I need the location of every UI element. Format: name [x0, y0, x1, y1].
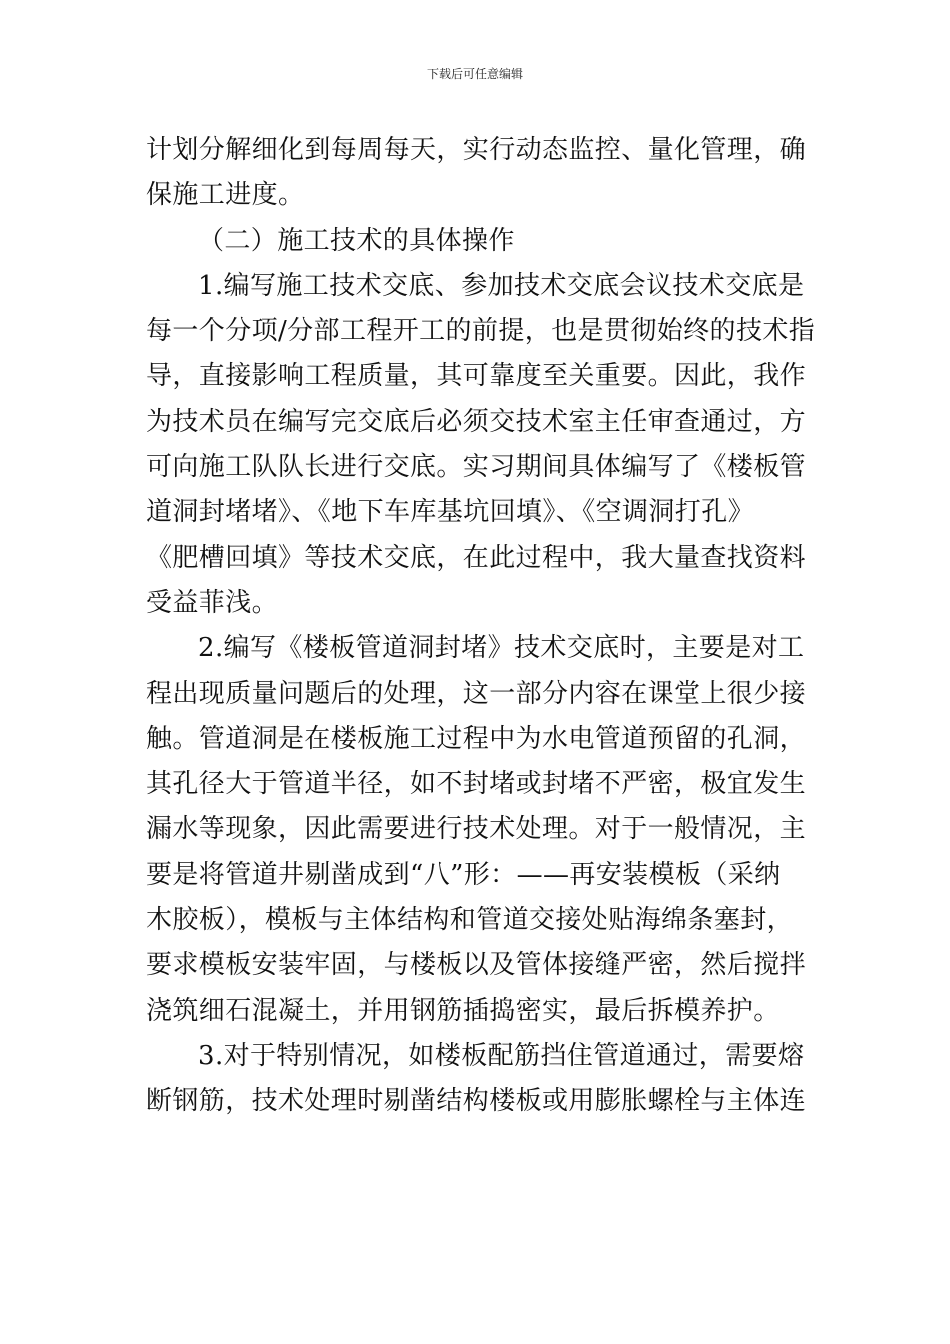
paragraph-line: 浇筑细石混凝土，并用钢筋插捣密实，最后拆模养护。: [146, 995, 780, 1026]
paragraph-line: 计划分解细化到每周每天，实行动态监控、量化管理，确: [146, 135, 807, 165]
paragraph-line: 要是将管道井剔凿成到“八”形：——再安装模板（采纳: [146, 859, 781, 890]
paragraph-line: 可向施工队队长进行交底。实习期间具体编写了《楼板管: [146, 452, 807, 483]
paragraph-line: 每一个分项/分部工程开工的前提，也是贯彻始终的技术指: [146, 316, 816, 347]
paragraph-line: 其孔径大于管道半径，如不封堵或封堵不严密，极宜发生: [146, 769, 807, 800]
paragraph-line: 《肥槽回填》等技术交底，在此过程中，我大量查找资料: [146, 542, 807, 573]
document-body: [146, 128, 816, 1125]
paragraph-line: 2.编写《楼板管道洞封堵》技术交底时，主要是对工: [198, 633, 805, 664]
paragraph-line: 程出现质量问题后的处理，这一部分内容在课堂上很少接: [146, 678, 807, 709]
paragraph-line: 木胶板），模板与主体结构和管道交接处贴海绵条塞封，: [146, 905, 794, 936]
paragraph-line: 触。管道洞是在楼板施工过程中为水电管道预留的孔洞，: [146, 723, 807, 754]
paragraph-line: 保施工进度。: [146, 180, 305, 211]
section-heading: （二）施工技术的具体操作: [198, 225, 515, 256]
paragraph-line: 为技术员在编写完交底后必须交技术室主任审查通过，方: [146, 406, 807, 437]
paragraph-line: 要求模板安装牢固，与楼板以及管体接缝严密，然后搅拌: [146, 950, 807, 981]
paragraph-line: 1.编写施工技术交底、参加技术交底会议技术交底是: [198, 270, 805, 301]
paragraph-line: 导，直接影响工程质量，其可靠度至关重要。因此，我作: [146, 361, 807, 392]
page-header: 下载后可任意编辑: [426, 67, 523, 81]
paragraph-line: 漏水等现象，因此需要进行技术处理。对于一般情况，主: [146, 814, 807, 845]
paragraph-line: 受益菲浅。: [146, 587, 279, 618]
paragraph-line: 断钢筋，技术处理时剔凿结构楼板或用膨胀螺栓与主体连: [146, 1086, 807, 1117]
paragraph-line: 道洞封堵堵》、《地下车库基坑回填》、《空调洞打孔》: [146, 497, 755, 528]
paragraph-line: 3.对于特别情况，如楼板配筋挡住管道通过，需要熔: [198, 1040, 805, 1071]
